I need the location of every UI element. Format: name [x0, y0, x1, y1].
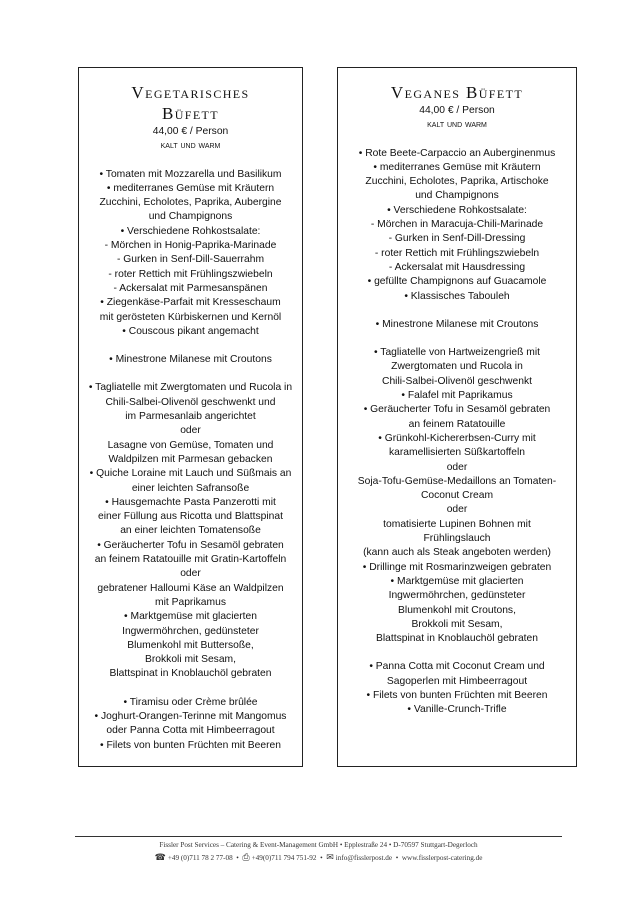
menu-line: • Filets von bunten Früchten mit Beeren [366, 689, 548, 701]
menu-section [338, 147, 576, 304]
menu-line: • Tomaten mit Mozzarella und Basilikum [99, 168, 282, 180]
menu-line: • Couscous pikant angemacht [122, 325, 259, 337]
vegan-buffet-column [337, 67, 577, 767]
menu-line: • Klassisches Tabouleh [404, 290, 510, 302]
menu-line: • Joghurt-Orangen-Terinne mit Mangomus [94, 710, 287, 722]
menu-line: Chili-Salbei-Olivenöl geschwenkt und [105, 396, 276, 408]
menu-line: gebratener Halloumi Käse an Waldpilzen [97, 582, 284, 594]
telephone-icon: ☎ [154, 852, 166, 862]
menu-line: Coconut Cream [420, 490, 494, 502]
menu-line: mit Paprikamus [155, 596, 226, 608]
menu-line: und Champignons [148, 211, 233, 223]
vegan-price: 44,00 € / Person [419, 105, 495, 116]
menu-line: einer leichten Safransoße [131, 482, 250, 494]
menu-line: • Grünkohl-Kichererbsen-Curry mit [378, 432, 536, 444]
footer-fax: +49(0)711 794 751-92 [251, 854, 317, 862]
menu-line: • Geräucherter Tofu in Sesamöl gebraten [97, 539, 284, 551]
menu-line: • Marktgemüse mit glacierten [124, 611, 257, 623]
menu-line: tomatisierte Lupinen Bohnen mit [383, 518, 531, 530]
menu-line: • Minestrone Milanese mit Croutons [375, 318, 539, 330]
menu-line: Zucchini, Echolotes, Paprika, Artischoke [365, 176, 549, 188]
menu-line: • Minestrone Milanese mit Croutons [109, 354, 272, 366]
menu-line: • Panna Cotta mit Coconut Cream und [369, 661, 545, 673]
menu-line: Soja-Tofu-Gemüse-Medaillons an Tomaten- [357, 475, 557, 487]
menu-line: oder [446, 461, 468, 473]
menu-line: Ingwermöhrchen, gedünsteter [388, 590, 526, 602]
footer-phone: +49 (0)711 78 2 77-08 [167, 854, 233, 862]
footer-website[interactable]: www.fisslerpost-catering.de [401, 854, 483, 862]
menu-line: an feinem Ratatouille mit Gratin-Kartoffeln [94, 554, 287, 566]
vegetarian-buffet-title: Vegetarisches Büfett [131, 83, 250, 123]
menu-line: Ingwermöhrchen, gedünsteter [122, 625, 259, 637]
menu-line: an feinem Ratatouille [408, 418, 506, 430]
menu-section [338, 660, 576, 717]
footer-contact-line: ☎ +49 (0)711 78 2 77-08 • ⎙ +49(0)711 794 751-92 • ✉ info@fisslerpost.de • www.fisslerpost-catering.de [154, 852, 483, 862]
menu-line: • Tiramisu oder Crème brûlée [123, 696, 258, 708]
menu-line: - roter Rettich mit Frühlingszwiebeln [374, 247, 540, 259]
menu-line: Blumenkohl mit Buttersoße, [127, 639, 254, 651]
menu-line: - roter Rettich mit Frühlingszwiebeln [108, 268, 273, 280]
menu-line: Zwergtomaten und Rucola in [391, 361, 523, 373]
menu-line: • Ziegenkäse-Parfait mit Kresseschaum [100, 297, 281, 309]
menu-line: • Quiche Loraine mit Lauch und Süßmais an [89, 468, 292, 480]
menu-line: • Drillinge mit Rosmarinzweigen gebraten [362, 561, 552, 573]
menu-line: - Mörchen in Maracuja-Chili-Marinade [370, 219, 544, 231]
menu-line: • Tagliatelle von Hartweizengrieß mit [374, 347, 540, 359]
menu-line: Chili-Salbei-Olivenöl geschwenkt [382, 375, 532, 387]
menu-section [338, 346, 576, 646]
menu-line: • Tagliatelle mit Zwergtomaten und Rucola in [88, 382, 293, 394]
menu-line: • Geräucherter Tofu in Sesamöl gebraten [363, 404, 551, 416]
menu-line: oder [180, 568, 201, 580]
menu-line: mit gerösteten Kürbiskernen und Kernöl [99, 311, 282, 323]
menu-line: • mediterranes Gemüse mit Kräutern [373, 161, 541, 173]
footer-company-line: Fissler Post Services – Catering & Event-Management GmbH • Epplestraße 24 • D-70597 Stuttgart-Degerloch [159, 841, 478, 849]
menu-line: (kann auch als Steak angeboten werden) [363, 547, 551, 559]
menu-line: Waldpilzen mit Parmesan gebacken [108, 453, 273, 465]
menu-line: • Marktgemüse mit glacierten [390, 575, 524, 587]
menu-line: • Verschiedene Rohkostsalate: [120, 225, 261, 237]
menu-line: Blattspinat in Knoblauchöl gebraten [109, 668, 272, 680]
menu-line: • Verschiedene Rohkostsalate: [387, 204, 527, 216]
vegetarian-price: 44,00 € / Person [152, 126, 229, 137]
menu-line: Lasagne von Gemüse, Tomaten und [107, 439, 274, 451]
menu-line: Zucchini, Echolotes, Paprika, Aubergine [99, 197, 282, 209]
menu-line: • Vanille-Crunch-Trifle [407, 704, 507, 716]
menu-line: • Filets von bunten Früchten mit Beeren [99, 739, 282, 751]
vegetarian-buffet-column [78, 67, 303, 767]
envelope-icon: ✉ [326, 852, 334, 862]
menu-section [79, 381, 302, 681]
page-footer [75, 836, 562, 864]
menu-section [338, 318, 576, 332]
menu-line: an einer leichten Tomatensoße [120, 525, 261, 537]
menu-line: - Mörchen in Honig-Paprika-Marinade [104, 240, 277, 252]
menu-line: Blattspinat in Knoblauchöl gebraten [375, 633, 538, 645]
menu-line: • mediterranes Gemüse mit Kräutern [106, 182, 275, 194]
vegan-menu [338, 147, 576, 718]
vegetarian-subtitle: kalt und warm [160, 140, 221, 152]
menu-line: • gefüllte Champignons auf Guacamole [367, 276, 547, 288]
fax-icon: ⎙ [242, 852, 250, 862]
menu-line: einer Füllung aus Ricotta und Blattspinat [98, 511, 283, 523]
menu-line: und Champignons [415, 190, 499, 202]
menu-line: Frühlingslauch [423, 533, 491, 545]
menu-line: Sagoperlen mit Himbeerragout [386, 675, 528, 687]
vegan-buffet-title: Veganes Büfett [390, 83, 524, 102]
menu-line: karamellisierten Süßkartoffeln [388, 447, 526, 459]
menu-line: • Falafel mit Paprikamus [401, 390, 513, 402]
menu-section [79, 696, 302, 753]
menu-line: oder Panna Cotta mit Himbeerragout [106, 725, 275, 737]
vegetarian-menu [79, 168, 302, 753]
menu-line: - Gurken in Senf-Dill-Dressing [388, 233, 526, 245]
menu-line: - Ackersalat mit Hausdressing [388, 261, 526, 273]
menu-line: Brokkoli mit Sesam, [411, 618, 503, 630]
menu-section [79, 168, 302, 340]
vegan-subtitle: kalt und warm [427, 119, 487, 131]
menu-line: Blumenkohl mit Croutons, [398, 604, 516, 616]
menu-line: im Parmesanlaib angerichtet [125, 411, 256, 423]
menu-line: • Hausgemachte Pasta Panzerotti mit [105, 496, 276, 508]
menu-section [79, 353, 302, 367]
menu-line: Brokkoli mit Sesam, [145, 654, 236, 666]
menu-line: oder [180, 425, 201, 437]
menu-line: • Rote Beete-Carpaccio an Auberginenmus [358, 147, 556, 159]
menu-line: oder [446, 504, 468, 516]
menu-line: - Gurken in Senf-Dill-Sauerrahm [116, 254, 265, 266]
menu-line: - Ackersalat mit Parmesanspänen [113, 282, 268, 294]
footer-email[interactable]: info@fisslerpost.de [335, 854, 393, 862]
